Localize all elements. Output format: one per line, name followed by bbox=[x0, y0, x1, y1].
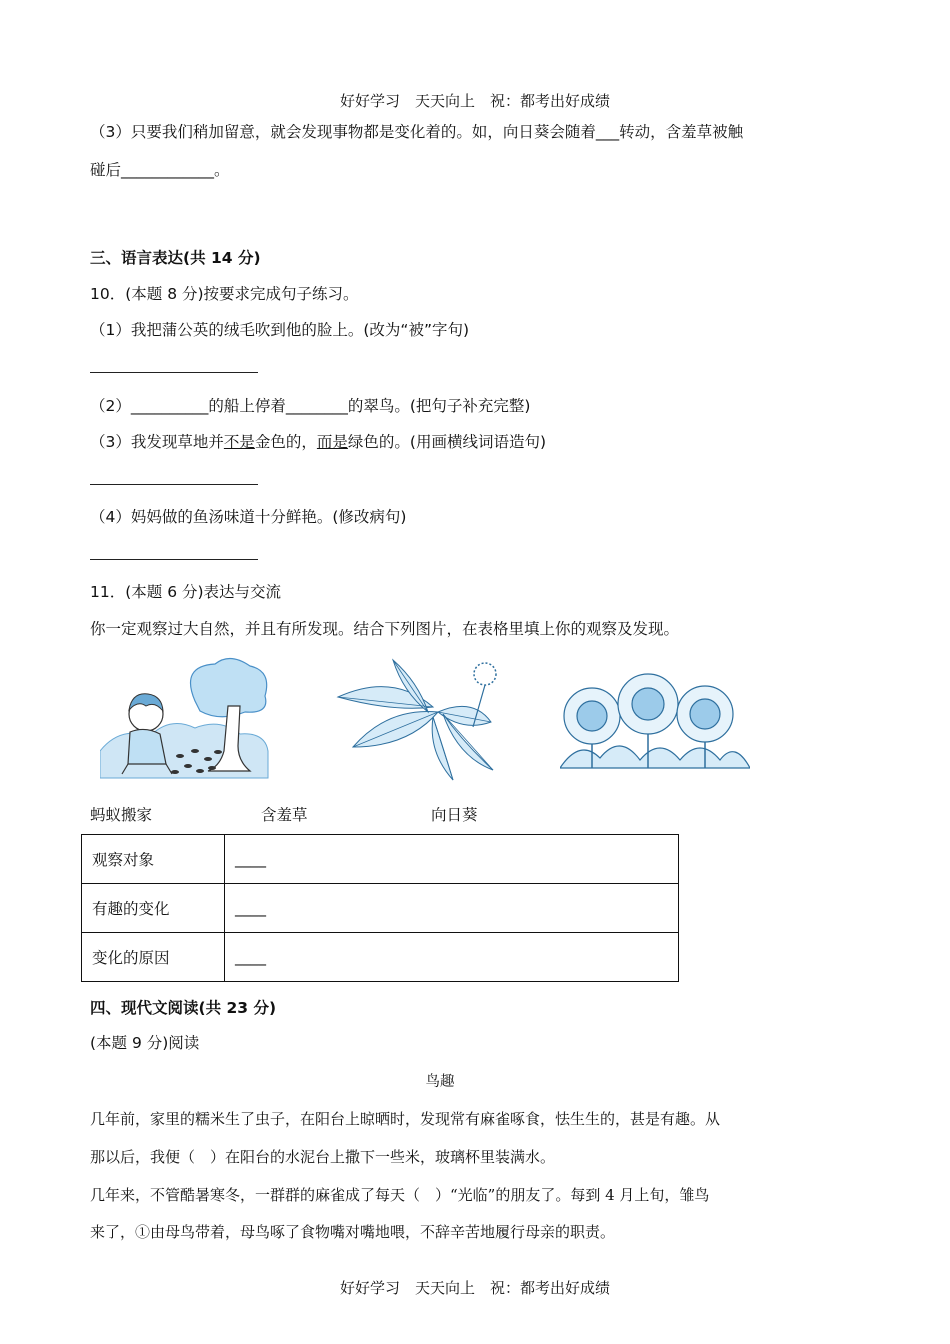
passage-line-2: 那以后，我便（ ）在阳台的水泥台上撒下一些米，玻璃杯里装满水。 bbox=[90, 1148, 556, 1166]
caption-sunflower: 向日葵 bbox=[431, 806, 478, 824]
q10-s3-a: （3）我发现草地并 bbox=[90, 433, 224, 451]
q10-s1: （1）我把蒲公英的绒毛吹到他的脸上。(改为“被”字句) bbox=[90, 321, 470, 339]
passage-line-3: 几年来，不管酷暑寒冬，一群群的麻雀成了每天（ ）“光临”的朋友了。每到 4 月上旬，雏鸟 bbox=[90, 1186, 710, 1204]
table-row bbox=[82, 933, 679, 982]
observation-table bbox=[81, 834, 679, 982]
q9-3-line1: （3）只要我们稍加留意，就会发现事物都是变化着的。如，向日葵会随着___转动，含羞草被触 bbox=[90, 123, 744, 141]
q10-s3-u1: 不是 bbox=[223, 433, 255, 451]
q10-s3-b: 金色的， bbox=[254, 433, 317, 451]
table-answer[interactable]: ____ bbox=[225, 933, 679, 982]
table-answer[interactable]: ____ bbox=[225, 884, 679, 933]
passage-line-1: 几年前，家里的糯米生了虫子，在阳台上晾晒时，发现常有麻雀啄食，怯生生的，甚是有趣。从 bbox=[90, 1110, 721, 1128]
q10-s3 bbox=[90, 430, 546, 452]
q10-s3-c: 绿色的。(用画横线词语造句) bbox=[347, 433, 547, 451]
section4-title: 四、现代文阅读(共 23 分) bbox=[90, 999, 277, 1017]
section4-intro: (本题 9 分)阅读 bbox=[90, 1034, 200, 1052]
section3-title: 三、语言表达(共 14 分) bbox=[90, 249, 261, 267]
answer-line-3 bbox=[90, 484, 258, 485]
q10-s4: （4）妈妈做的鱼汤味道十分鲜艳。(修改病句) bbox=[90, 508, 407, 526]
passage-line-4: 来了，①由母鸟带着，母鸟啄了食物嘴对嘴地喂，不辞辛苦地履行母亲的职责。 bbox=[90, 1223, 616, 1241]
page-header: 好好学习 天天向上 祝：都考出好成绩 bbox=[339, 92, 610, 110]
table-label: 变化的原因 bbox=[82, 933, 225, 982]
q10-s2: （2）__________的船上停着________的翠鸟。(把句子补充完整) bbox=[90, 397, 531, 415]
q10-title: 10．(本题 8 分)按要求完成句子练习。 bbox=[90, 285, 359, 303]
q11-prompt: 你一定观察过大自然，并且有所发现。结合下列图片，在表格里填上你的观察及发现。 bbox=[90, 620, 680, 638]
answer-line-1 bbox=[90, 372, 258, 373]
q11-title: 11．(本题 6 分)表达与交流 bbox=[90, 583, 282, 601]
ants-moving-illustration bbox=[100, 656, 270, 781]
q10-s3-u2: 而是 bbox=[316, 433, 348, 451]
sunflowers-illustration bbox=[560, 668, 750, 770]
passage-title: 鸟趣 bbox=[425, 1074, 455, 1090]
table-label: 观察对象 bbox=[82, 835, 225, 884]
mimosa-illustration bbox=[333, 652, 503, 782]
caption-mimosa: 含羞草 bbox=[261, 806, 308, 824]
page-footer: 好好学习 天天向上 祝：都考出好成绩 bbox=[339, 1279, 610, 1297]
table-answer[interactable]: ____ bbox=[225, 835, 679, 884]
q9-3-line2: 碰后____________。 bbox=[90, 161, 230, 179]
table-label: 有趣的变化 bbox=[82, 884, 225, 933]
table-row bbox=[82, 884, 679, 933]
answer-line-4 bbox=[90, 559, 258, 560]
table-row bbox=[82, 835, 679, 884]
caption-ants: 蚂蚁搬家 bbox=[90, 806, 153, 824]
